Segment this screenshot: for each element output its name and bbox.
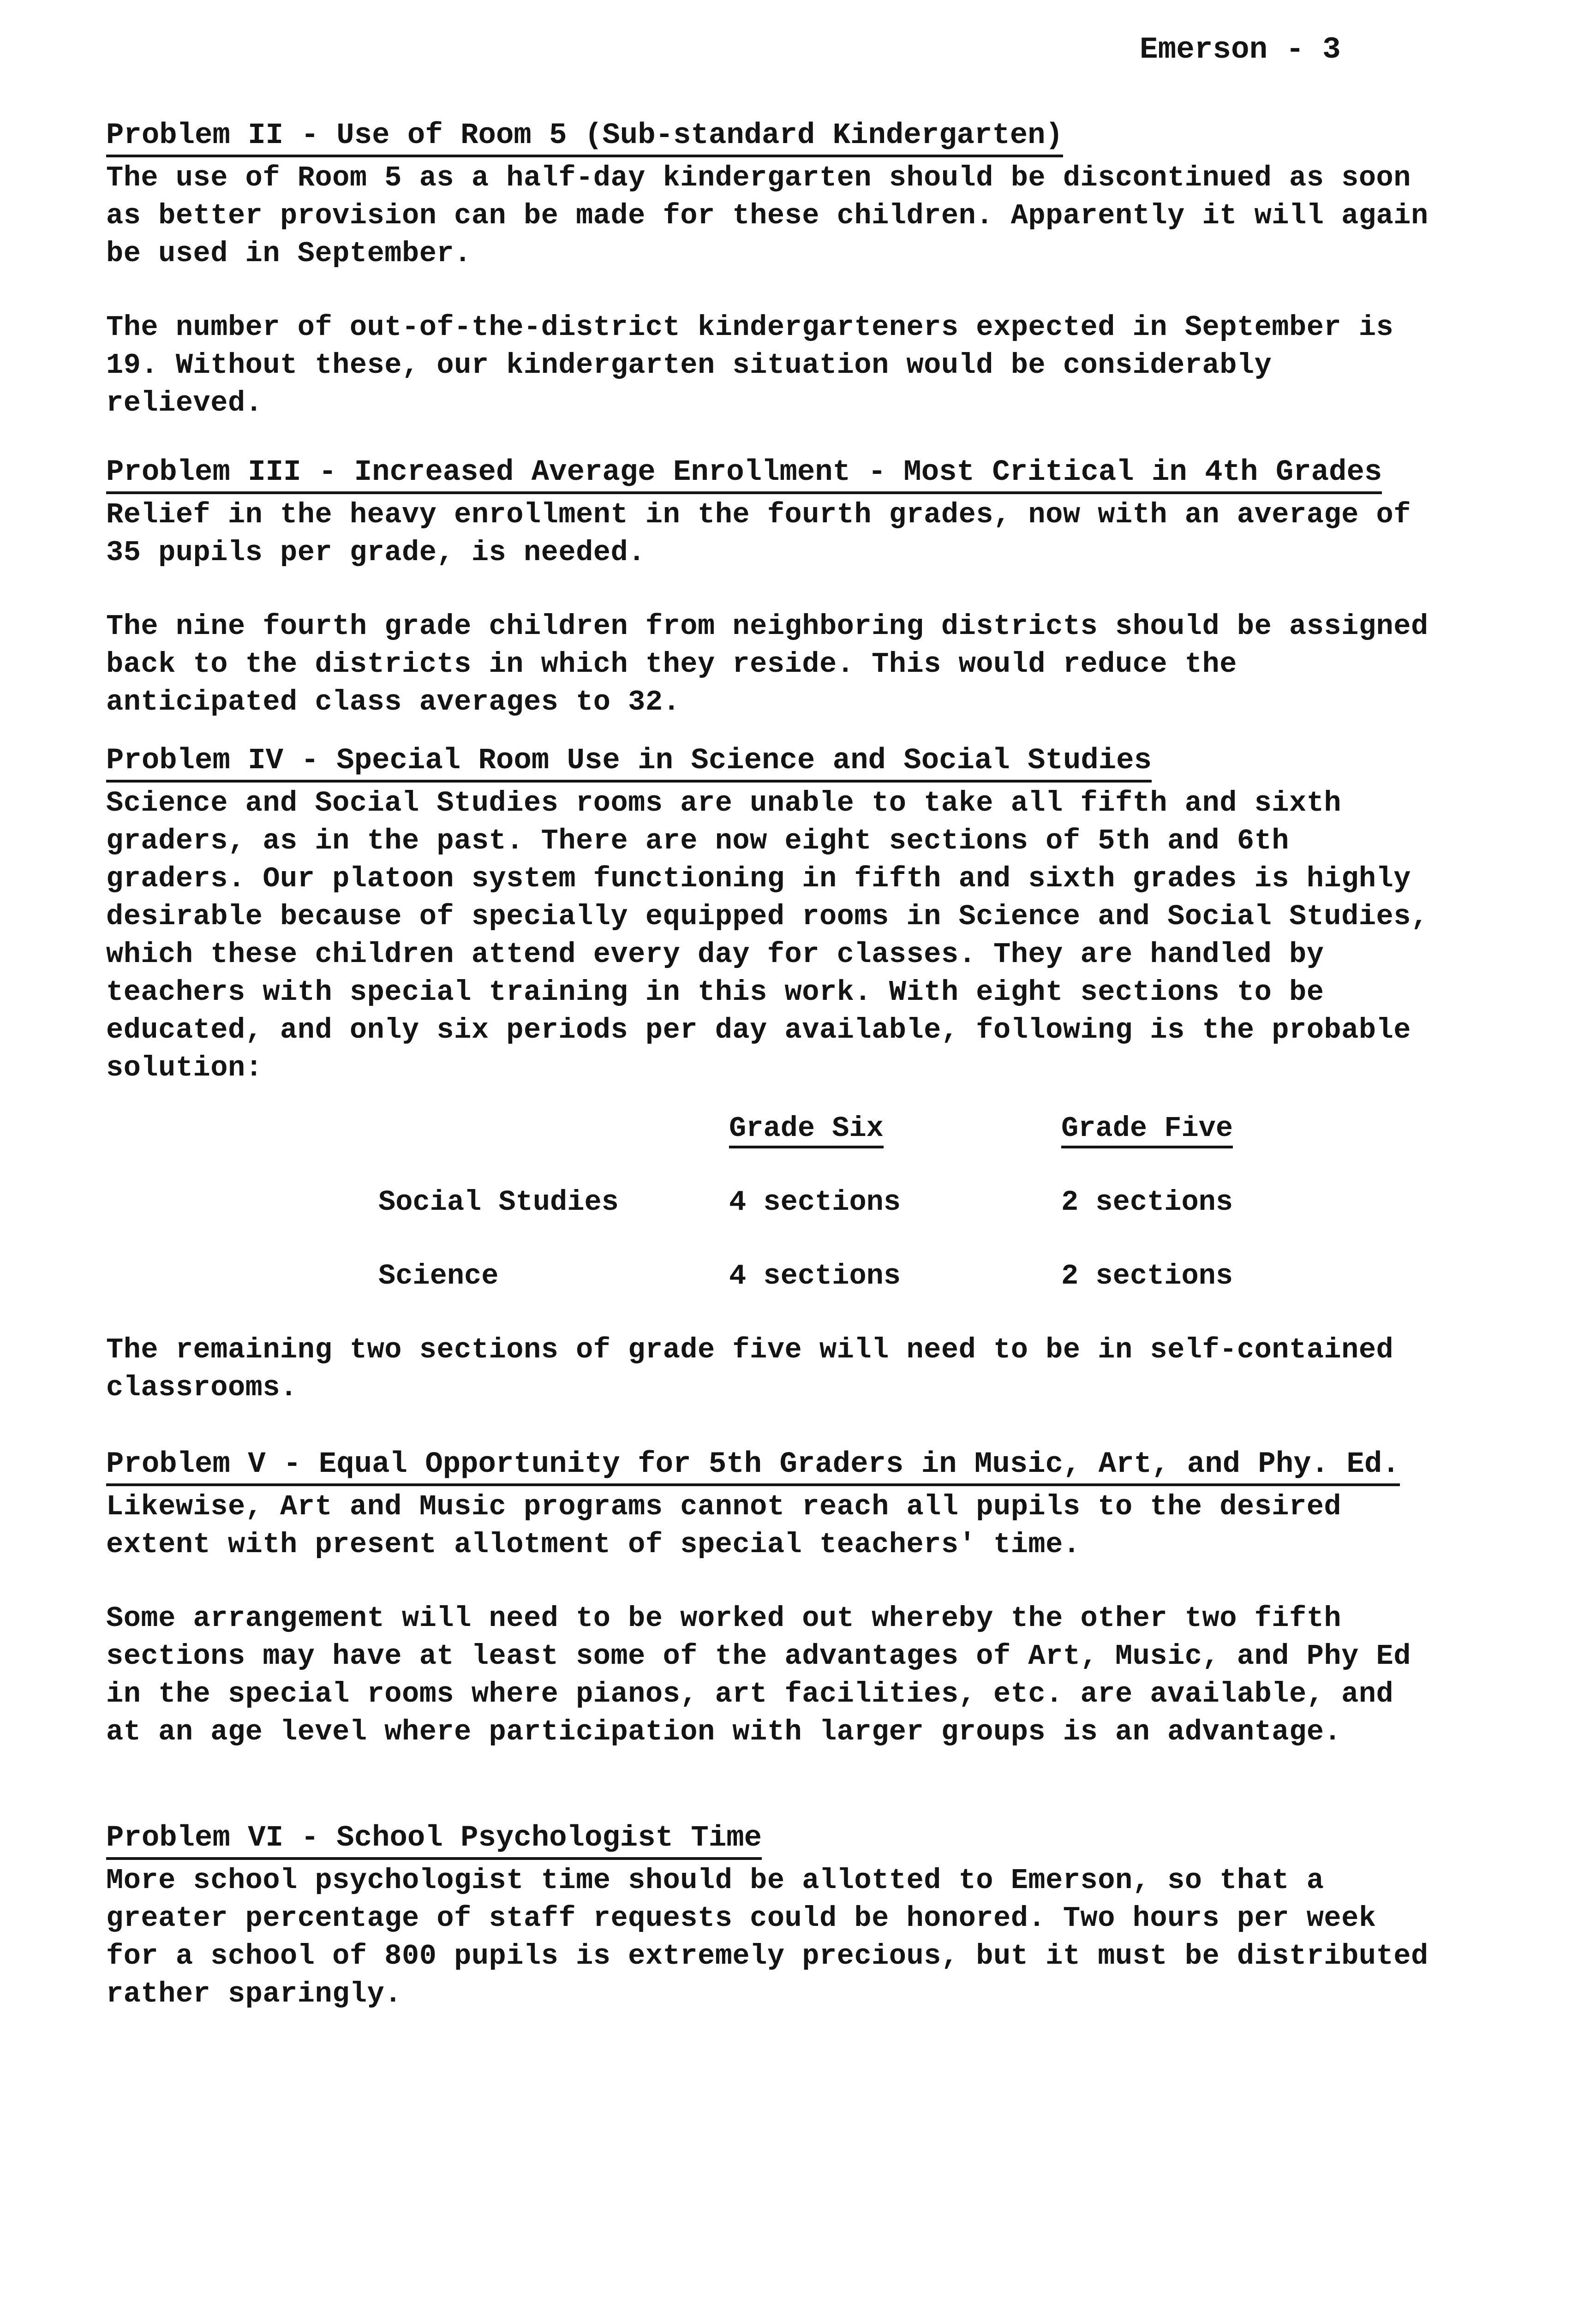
section-heading: Problem VI - School Psychologist Time [106, 1820, 762, 1860]
section-paragraph: Some arrangement will need to be worked out whereby the other two fifth sections may have at least some of the advantages of Art, Music, and Phy Ed in the special rooms where pianos, art facilities, etc. are available, and at an age level where participation with larger groups is an advantage. [106, 1602, 1411, 1748]
section-paragraph: Likewise, Art and Music programs cannot reach all pupils to the desired extent with present allotment of special teachers' time. [106, 1490, 1342, 1561]
section-heading: Problem V - Equal Opportunity for 5th Graders in Music, Art, and Phy. Ed. [106, 1446, 1400, 1486]
section-paragraph: The nine fourth grade children from neighboring districts should be assigned back to the districts in which they reside. This would reduce the anticipated class averages to 32. [106, 610, 1429, 718]
section-paragraph: The number of out-of-the-district kindergarteners expected in September is 19. Without these, our kindergarten situation would be considerably relieved. [106, 311, 1394, 419]
section-heading: Problem IV - Special Room Use in Science and Social Studies [106, 743, 1152, 783]
section-paragraph: The remaining two sections of grade five will need to be in self-contained classrooms. [106, 1333, 1394, 1404]
table-cell: 4 sections [729, 1260, 901, 1292]
section-paragraph: More school psychologist time should be allotted to Emerson, so that a greater percentage of staff requests could be honored. Two hours per week for a school of 800 pupils is extremely precious, but it must be distributed rather sparingly. [106, 1864, 1429, 2010]
section-problem-5 [106, 1446, 1444, 1751]
section-paragraph: Relief in the heavy enrollment in the fourth grades, now with an average of 35 pupils per grade, is needed. [106, 498, 1411, 569]
section-problem-4 [106, 743, 1444, 1087]
section-heading: Problem III - Increased Average Enrollment - Most Critical in 4th Grades [106, 454, 1382, 494]
section-problem-4-continued [106, 1331, 1444, 1407]
section-paragraph: Science and Social Studies rooms are unable to take all fifth and sixth graders, as in the past. There are now eight sections of 5th and 6th graders. Our platoon system functioning in fifth and sixth grades is highly desirable because of specially equipped rooms in Science and Social Studies, which these children attend every day for classes. They are handled by teachers with special training in this work. With eight sections to be educated, and only six periods per day available, following is the probable solution: [106, 787, 1429, 1084]
table-header-cell: Grade Six [729, 1112, 884, 1148]
section-paragraph: The use of Room 5 as a half-day kindergarten should be discontinued as soon as better provision can be made for these children. Apparently it will again be used in September. [106, 161, 1429, 270]
table-cell: 2 sections [1061, 1186, 1233, 1219]
section-problem-2 [106, 118, 1444, 422]
page-header: Emerson - 3 [1140, 32, 1341, 67]
section-heading: Problem II - Use of Room 5 (Sub-standard Kindergarten) [106, 118, 1063, 157]
section-problem-6 [106, 1820, 1444, 2013]
section-problem-3 [106, 454, 1444, 721]
table-cell: 2 sections [1061, 1260, 1233, 1292]
table-cell: Science [378, 1260, 499, 1292]
table-cell: Social Studies [378, 1186, 619, 1219]
table-cell: 4 sections [729, 1186, 901, 1219]
table-header-cell: Grade Five [1061, 1112, 1233, 1148]
